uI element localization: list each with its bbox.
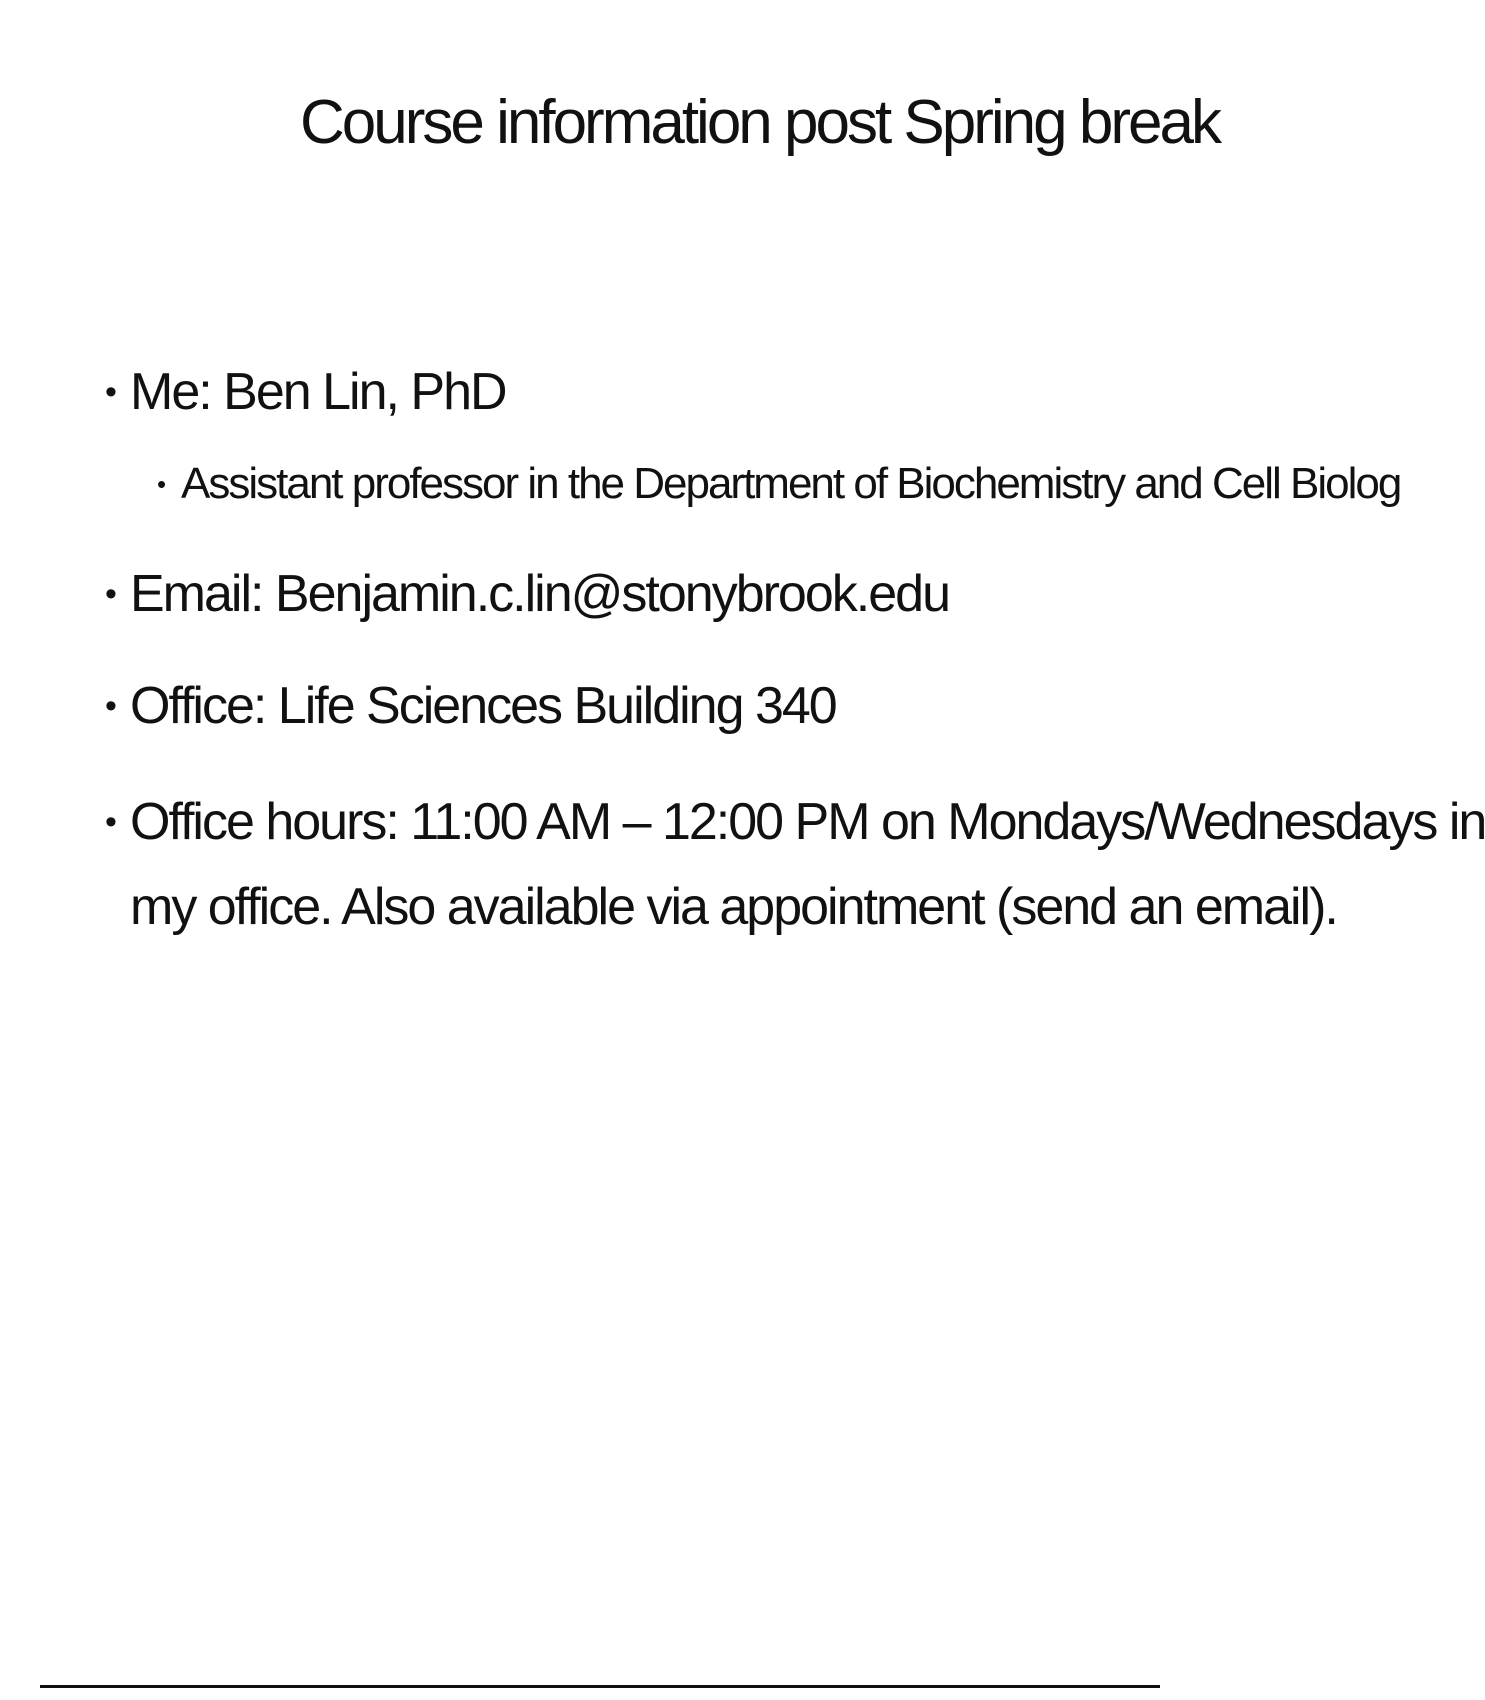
- instructor-text: Me: Ben Lin, PhD: [130, 363, 506, 421]
- position-text: Assistant professor in the Department of Biochemistry and Cell Biolog: [181, 459, 1401, 508]
- slide-title: Course information post Spring break: [300, 88, 1219, 157]
- office-hours-continuation-text: my office. Also available via appointment (send an email).: [130, 878, 1337, 936]
- bullet-dot: •: [105, 687, 115, 725]
- footer-divider: [40, 1685, 1160, 1688]
- email-text: Email: Benjamin.c.lin@stonybrook.edu: [130, 565, 949, 623]
- office-hours-text: Office hours: 11:00 AM – 12:00 PM on Mondays/Wednesdays in: [130, 793, 1485, 851]
- office-text: Office: Life Sciences Building 340: [130, 677, 836, 735]
- bullet-dot: •: [105, 575, 115, 613]
- bullet-dot: •: [157, 469, 165, 499]
- bullet-dot: •: [105, 803, 115, 841]
- bullet-dot: •: [105, 373, 115, 411]
